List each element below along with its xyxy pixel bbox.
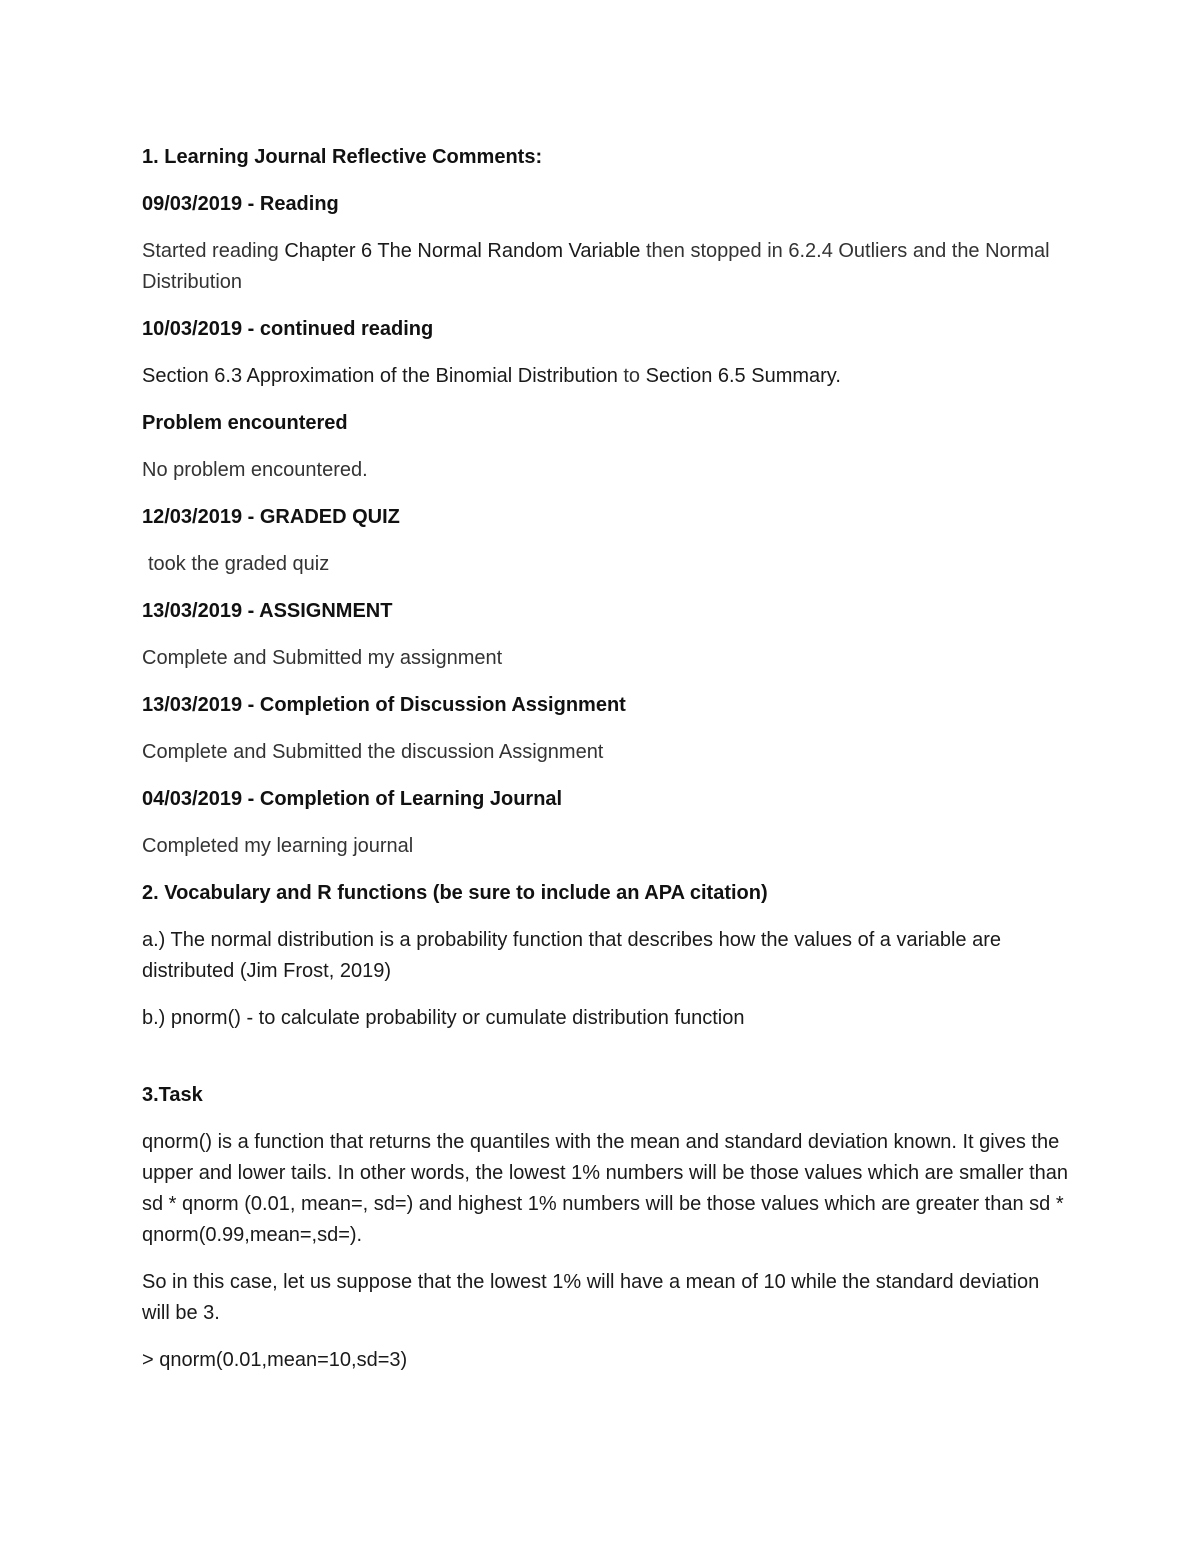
section2-item-a: a.) The normal distribution is a probability function that describes how the values of a variable are distributed (Jim Frost, 2019): [142, 929, 1001, 982]
entry6-text: Completed my learning journal: [142, 835, 414, 857]
entry2-text-c: Section 6.5 Summary.: [645, 365, 841, 387]
section3-para2: So in this case, let us suppose that the lowest 1% will have a mean of 10 while the standard deviation will be 3.: [142, 1271, 1040, 1324]
section2-item-b: b.) pnorm() - to calculate probability or cumulate distribution function: [142, 1007, 745, 1029]
section3-para1: qnorm() is a function that returns the quantiles with the mean and standard deviation known. It gives the upper and lower tails. In other words, the lowest 1% numbers will be those values which are smaller than sd * qnorm (0.01, mean=, sd=) and highest 1% numbers will be those values which are greater than sd * qnorm(0.99,mean=,sd=).: [142, 1131, 1069, 1246]
section3-heading: 3.Task: [142, 1084, 203, 1106]
entry2-text-b: to: [617, 365, 646, 387]
entry1-date: 09/03/2019 - Reading: [142, 193, 339, 215]
entry1-text: [142, 236, 1072, 298]
entry1-text-c: then stopped in 6.2.4 Outliers and the Normal Distribution: [142, 240, 1050, 293]
entry2-text: [142, 361, 1072, 392]
entry3-date: 12/03/2019 - GRADED QUIZ: [142, 506, 400, 528]
problem-text: No problem encountered.: [142, 459, 368, 481]
section3-code: > qnorm(0.01,mean=10,sd=3): [142, 1349, 408, 1371]
spacer: [142, 1050, 1072, 1080]
section2-heading: 2. Vocabulary and R functions (be sure to include an APA citation): [142, 882, 768, 904]
entry2-date: 10/03/2019 - continued reading: [142, 318, 434, 340]
entry5-text: Complete and Submitted the discussion Assignment: [142, 741, 604, 763]
entry2-text-a: Section 6.3 Approximation of the Binomial Distribution: [142, 365, 618, 387]
problem-heading: Problem encountered: [142, 412, 348, 434]
entry4-date: 13/03/2019 - ASSIGNMENT: [142, 600, 393, 622]
entry4-text: Complete and Submitted my assignment: [142, 647, 503, 669]
entry1-text-a: Started reading: [142, 240, 285, 262]
entry1-text-b: Chapter 6 The Normal Random Variable: [284, 240, 641, 262]
section1-heading: 1. Learning Journal Reflective Comments:: [142, 146, 543, 168]
entry5-date: 13/03/2019 - Completion of Discussion Assignment: [142, 694, 626, 716]
document-page: [142, 142, 1072, 1392]
entry3-text: took the graded quiz: [148, 553, 330, 575]
entry6-date: 04/03/2019 - Completion of Learning Journal: [142, 788, 563, 810]
